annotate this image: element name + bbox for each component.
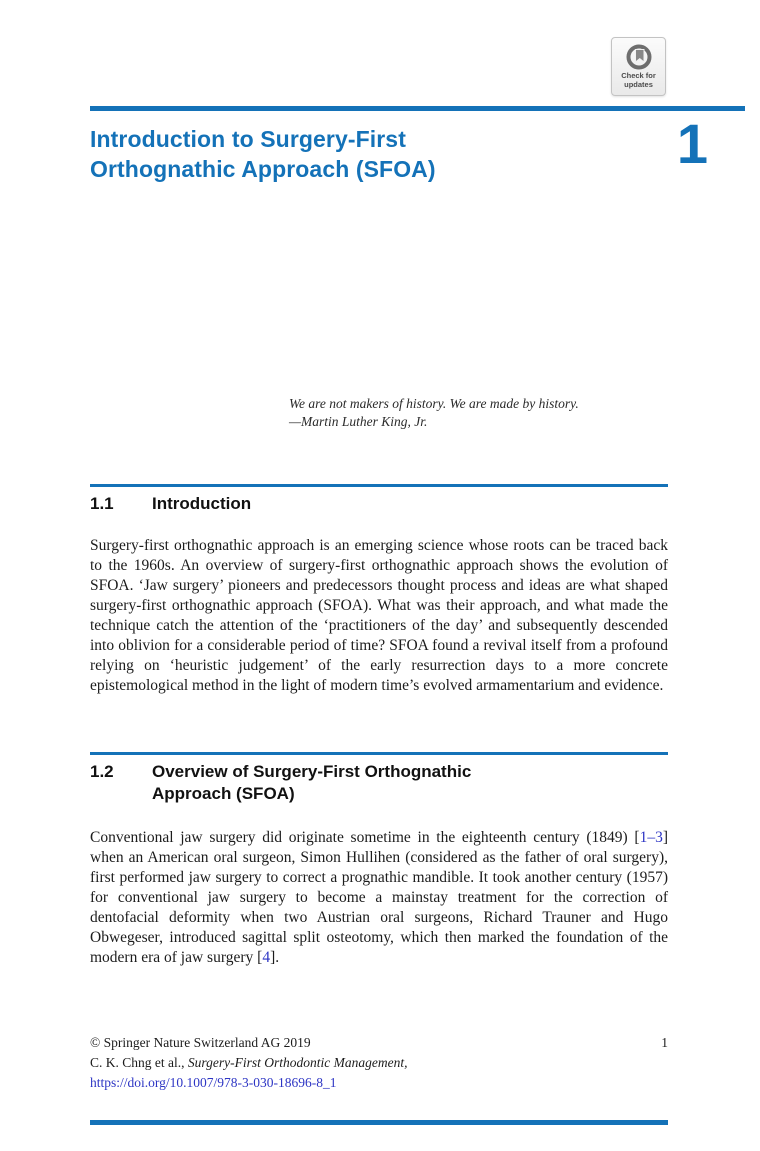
- paragraph-text: Conventional jaw surgery did originate sometime in the eighteenth century (1849) [: [90, 829, 640, 846]
- section-1-2-title-line1: Overview of Surgery-First Orthognathic: [152, 762, 472, 781]
- section-1-1-number: 1.1: [90, 494, 114, 513]
- crossmark-icon: [626, 44, 652, 70]
- citation-ref-1-3[interactable]: 1–3: [639, 829, 663, 846]
- copyright-line: © Springer Nature Switzerland AG 2019: [90, 1035, 311, 1050]
- section-1-1-rule: [90, 484, 668, 487]
- footer-bottom-rule: [90, 1120, 668, 1125]
- doi-link[interactable]: https://doi.org/10.1007/978-3-030-18696-8_1: [90, 1075, 337, 1090]
- authors-text: C. K. Chng et al.,: [90, 1055, 188, 1070]
- section-1-2-heading: [90, 761, 471, 805]
- paragraph-text: ] when an American oral surgeon, Simon Hullihen (considered as the father of oral surgery), first performed jaw surgery to correct a prognathic mandible. It took another century (1957) for conventional jaw surgery to become a mainstay treatment for the correction of dentofacial deformity when two Austrian oral surgeons, Richard Trauner and Hugo Obwegeser, introduced sagittal split osteotomy, which then marked the foundation of the modern era of jaw surgery [: [90, 829, 668, 966]
- section-1-2-title-line2: Approach (SFOA): [152, 784, 295, 803]
- citation-line: [90, 1053, 668, 1073]
- section-1-2-number: 1.2: [90, 762, 114, 781]
- section-1-1-title: Introduction: [152, 494, 252, 513]
- section-1-1-heading: [90, 493, 251, 515]
- section-1-1-paragraph: Surgery-first orthognathic approach is an emerging science whose roots can be traced back to the 1960s. An overview of surgery-first orthognathic approach shows the evolution of SFOA. ‘Jaw surgery’ pioneers and predecessors thought process and ideas are what shaped surgery-first orthognathic approach (SFOA). What was their approach, and what made the technique catch the attention of the ‘practitioners of the day’ and subsequently descended into oblivion for a considerable period of time? SFOA found a revival itself from a profound relying on ‘heuristic judgement’ of the early resurrection days to a more concrete epistemological method in the light of modern time’s evolved armamentarium and evidence.: [90, 537, 668, 694]
- doi-line: [90, 1073, 668, 1093]
- chapter-title-line1: Introduction to Surgery-First: [90, 126, 406, 152]
- chapter-number: 1: [676, 112, 708, 175]
- section-1-2-title: [152, 761, 471, 805]
- title-top-rule: [90, 106, 745, 111]
- section-1-2-rule: [90, 752, 668, 755]
- chapter-title: [90, 124, 436, 184]
- epigraph: [289, 395, 579, 431]
- epigraph-quote: We are not makers of history. We are made by history.: [289, 396, 579, 411]
- chapter-title-line2: Orthognathic Approach (SFOA): [90, 156, 436, 182]
- section-1-2-paragraph: [90, 828, 668, 968]
- page-number: 1: [661, 1035, 668, 1050]
- check-for-updates-label: Check for updates: [621, 71, 656, 89]
- citation-ref-4[interactable]: 4: [262, 949, 271, 966]
- epigraph-attribution: —Martin Luther King, Jr.: [289, 414, 428, 429]
- book-title-text: Surgery-First Orthodontic Management,: [187, 1055, 408, 1070]
- paragraph-text: ].: [270, 949, 280, 966]
- check-for-updates-badge[interactable]: [611, 37, 666, 96]
